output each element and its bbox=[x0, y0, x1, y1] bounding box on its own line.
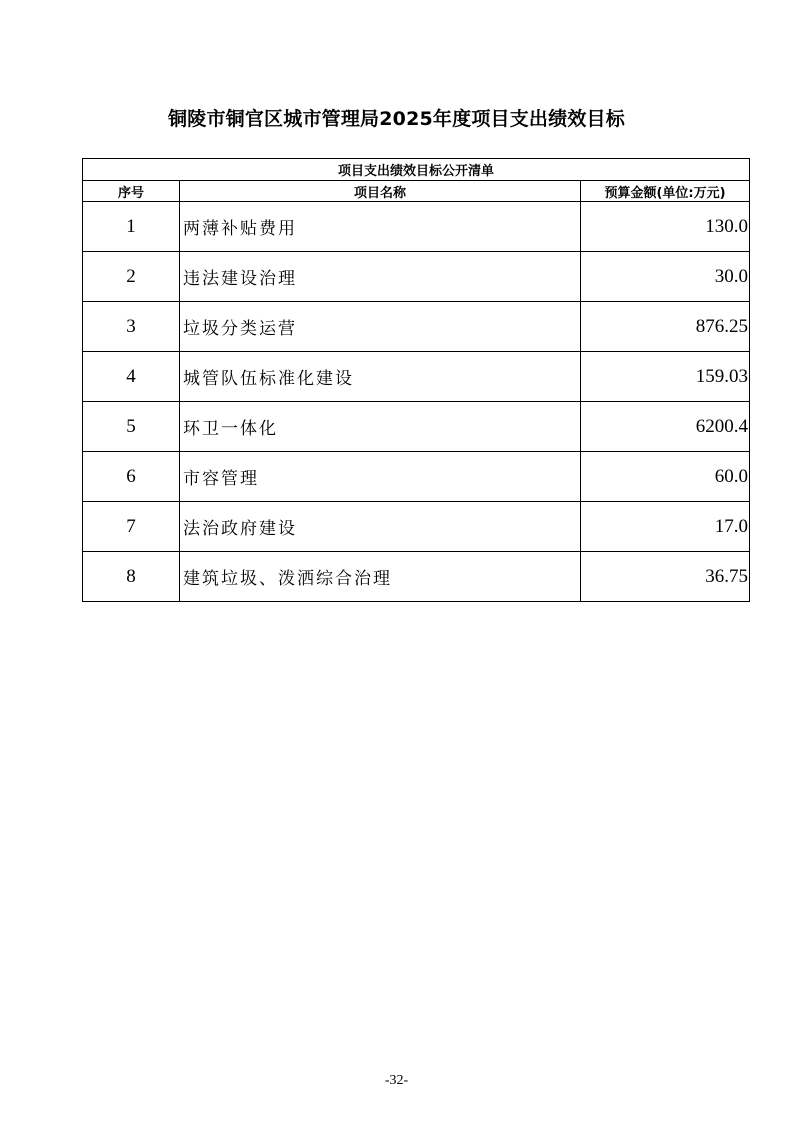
budget-table bbox=[82, 158, 750, 602]
row-index: 3 bbox=[83, 302, 180, 352]
row-index: 2 bbox=[83, 252, 180, 302]
row-index: 4 bbox=[83, 352, 180, 402]
header-index: 序号 bbox=[83, 181, 180, 202]
table-row bbox=[83, 202, 750, 252]
row-amount: 130.0 bbox=[581, 202, 750, 252]
table-row bbox=[83, 552, 750, 602]
table-row bbox=[83, 352, 750, 402]
row-index: 8 bbox=[83, 552, 180, 602]
row-project-name: 两薄补贴费用 bbox=[180, 202, 581, 252]
table-caption: 项目支出绩效目标公开清单 bbox=[83, 159, 750, 181]
table-header-row bbox=[83, 181, 750, 202]
row-project-name: 垃圾分类运营 bbox=[180, 302, 581, 352]
row-amount: 6200.4 bbox=[581, 402, 750, 452]
row-amount: 36.75 bbox=[581, 552, 750, 602]
table-row bbox=[83, 502, 750, 552]
table-caption-row bbox=[83, 159, 750, 181]
row-index: 7 bbox=[83, 502, 180, 552]
row-project-name: 法治政府建设 bbox=[180, 502, 581, 552]
row-index: 6 bbox=[83, 452, 180, 502]
row-amount: 17.0 bbox=[581, 502, 750, 552]
row-amount: 30.0 bbox=[581, 252, 750, 302]
row-project-name: 市容管理 bbox=[180, 452, 581, 502]
page-number: -32- bbox=[384, 1073, 409, 1088]
page-title: 铜陵市铜官区城市管理局2025年度项目支出绩效目标 bbox=[168, 108, 625, 130]
row-project-name: 建筑垃圾、泼洒综合治理 bbox=[180, 552, 581, 602]
row-project-name: 违法建设治理 bbox=[180, 252, 581, 302]
table-row bbox=[83, 302, 750, 352]
row-project-name: 环卫一体化 bbox=[180, 402, 581, 452]
row-amount: 159.03 bbox=[581, 352, 750, 402]
row-project-name: 城管队伍标准化建设 bbox=[180, 352, 581, 402]
row-amount: 60.0 bbox=[581, 452, 750, 502]
row-index: 5 bbox=[83, 402, 180, 452]
row-amount: 876.25 bbox=[581, 302, 750, 352]
table-row bbox=[83, 252, 750, 302]
table-row bbox=[83, 452, 750, 502]
row-index: 1 bbox=[83, 202, 180, 252]
header-amount: 预算金额(单位:万元) bbox=[581, 181, 750, 202]
header-name: 项目名称 bbox=[180, 181, 581, 202]
table-row bbox=[83, 402, 750, 452]
